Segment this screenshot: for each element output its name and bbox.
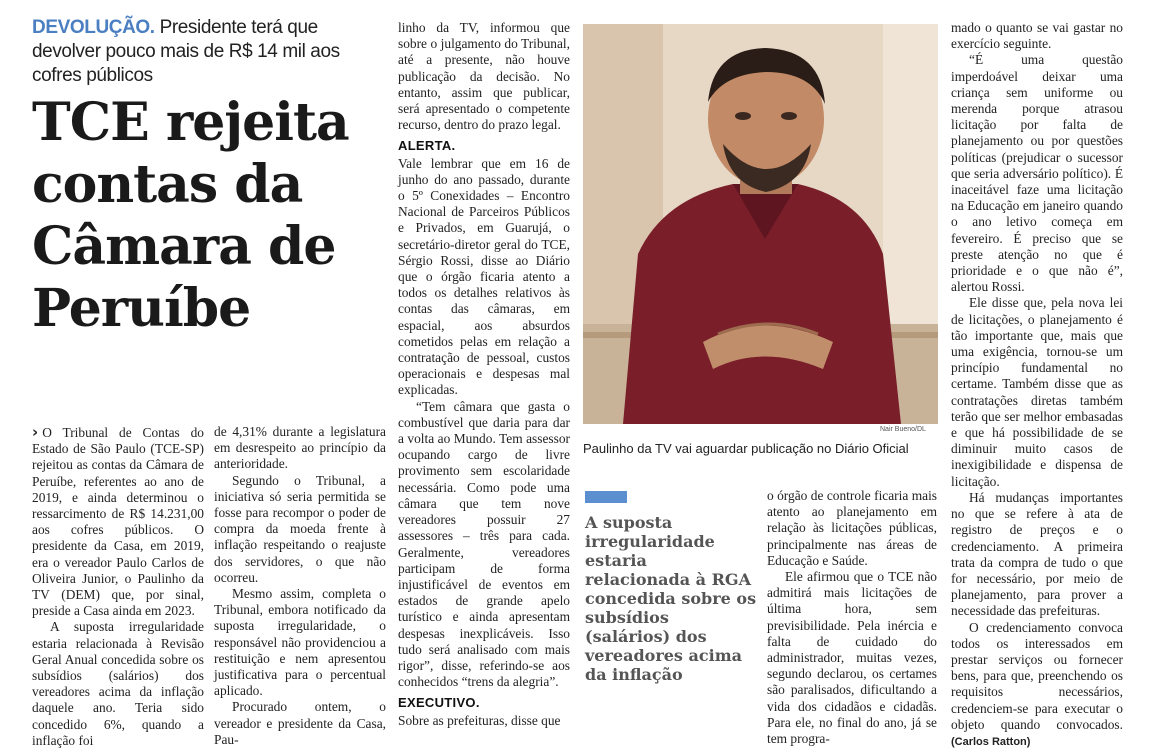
paragraph: mado o quanto se vai gastar no exercício seguinte. — [951, 20, 1123, 52]
paragraph: Vale lembrar que em 16 de junho do ano passado, durante o 5º Conexidades – Encontro Nacional de Parceiros Públicos e Privados, em Guarujá, o secretário-diretor geral do TCE, Sérgio Rossi, disse ao Diário que o órgão ficaria atento a todos os detalhes relativos às contas das câmaras, em espacial, aos absurdos cometidos pelas em relação a contratação de pessoal, custos operacionais e despesas mal explicadas. — [398, 155, 570, 398]
author-signature: (Carlos Ratton) — [951, 735, 1031, 748]
photo-credit: Nair Bueno/DL — [880, 426, 926, 433]
article-column-3 — [398, 20, 570, 729]
pullquote: A suposta irregularidade estaria relacionada à RGA concedida sobre os subsídios (salários) dos vereadores acima da inflação — [585, 513, 757, 684]
person-photo-illustration — [583, 24, 938, 424]
paragraph: Mesmo assim, completa o Tribunal, embora notificado da suposta irregularidade, o responsável não providenciou a restituição e nem apresentou justificativa para o percentual aplicado. — [214, 586, 386, 699]
paragraph: de 4,31% durante a legislatura em desrespeito ao princípio da anterioridade. — [214, 424, 386, 472]
paragraph: Procurado ontem, o vereador e presidente da Casa, Pau- — [214, 699, 386, 747]
chevron-right-icon: › — [32, 423, 39, 441]
photo-caption: Paulinho da TV vai aguardar publicação no Diário Oficial — [583, 441, 909, 456]
paragraph: › O Tribunal de Contas do Estado de São Paulo (TCE-SP) rejeitou as contas da Câmara de Peruíbe, referentes ao ano de 2019, e ainda determinou o ressarcimento de R$ 14.231,00 aos cofres públicos. O presidente da Casa, em 2019, era o vereador Paulo Carlos de Oliveira Junior, o Paulinho da TV (DEM) que, por sinal, preside a Casa ainda em 2023. — [32, 423, 204, 619]
paragraph: Ele disse que, pela nova lei de licitações, o planejamento é tão importante que, mais que uma exigência, tornou-se um princípio fundamental no certame. Também disse que as contratações diretas também terão que ser melhor embasadas e que há possibilidade de se diminuir muito casos de inexigibilidade e dispensa de licitação. — [951, 295, 1123, 489]
article-column-5 — [951, 20, 1123, 750]
paragraph: O credenciamento convoca todos os interessados em prestar serviços ou fornecer bens, para que, preenchendo os requisitos necessários, credenciem-se para executar o objeto quando convocados. (Carlos Ratton) — [951, 619, 1123, 748]
section-heading-alerta: ALERTA. — [398, 138, 456, 154]
paragraph: A suposta irregularidade estaria relacionada à Revisão Geral Anual concedida sobre os subsídios (salários) dos vereadores acima da inflação daquele ano. Teria sido concedido 6%, quando a inflação foi — [32, 619, 204, 748]
article-column-4 — [767, 488, 937, 747]
article-column-1 — [32, 424, 204, 749]
article-column-2 — [214, 424, 386, 748]
paragraph: o órgão de controle ficaria mais atento ao planejamento em relação às licitações públicas, principalmente nas áreas de Educação e Saúde. — [767, 488, 937, 568]
kicker-text: Presidente terá que devolver pouco mais de R$ 14 mil aos cofres públicos — [32, 17, 340, 86]
paragraph: Há mudanças importantes no que se refere à ata de registro de preços e o credenciamento. A primeira trata da compra de tudo o que for necessário, por meio de planejamento, para prover a necessidade das prefeituras. — [951, 489, 1123, 619]
paragraph: linho da TV, informou que sobre o julgamento do Tribunal, até a presente, não houve publicação da decisão. No entanto, assim que publicar, será apresentado o competente recurso, dentro do prazo legal. — [398, 20, 570, 133]
headline: TCE rejeita contas da Câmara de Peruíbe — [32, 92, 349, 339]
paragraph: Segundo o Tribunal, a iniciativa só seria permitida se fosse para recompor o poder de compra da moeda frente à inflação respeitando o reajuste dos servidores, o que não ocorreu. — [214, 472, 386, 585]
pullquote-bar — [585, 491, 627, 503]
kicker — [32, 16, 377, 88]
paragraph: Sobre as prefeituras, disse que — [398, 712, 561, 728]
section-heading-executivo: EXECUTIVO. — [398, 695, 480, 711]
article-photo — [583, 24, 938, 424]
paragraph: “Tem câmara que gasta o combustível que daria para dar a volta ao Mundo. Tem assessor ocupando cargo de livre provimento sem escolaridade necessária. Como pode uma câmara que tem nove vereadores possuir 27 assessores – três para cada. Geralmente, vereadores participam de forma injustificável de eventos em estados de grande apelo turístico e ainda apresentam despesas inexplicáveis. Isso tudo será analisado com mais rigor”, disse, referindo-se aos conhecidos “trens da alegria”. — [398, 398, 570, 690]
paragraph: Ele afirmou que o TCE não admitirá mais licitações de última hora, sem previsibilidade. Pela inércia e falta de cuidado do administrador, muitas vezes, segundo declarou, os certames são paralisados, dificultando a vida dos cidadãos e cidadãs. Para ele, no final do ano, já se tem progra- — [767, 569, 937, 747]
kicker-tag: DEVOLUÇÃO. — [32, 17, 155, 38]
paragraph: “É uma questão imperdoável deixar uma criança sem uniforme ou merenda porque atrasou licitação por falta de planejamento ou por questões políticas (prejudicar o sucessor que seria adversário político). É inaceitável faze uma licitação na Educação em janeiro quando o ano letivo começa em fevereiro. É preciso que se preste atenção no que é prioridade e o que não é”, alertou Rossi. — [951, 52, 1123, 295]
